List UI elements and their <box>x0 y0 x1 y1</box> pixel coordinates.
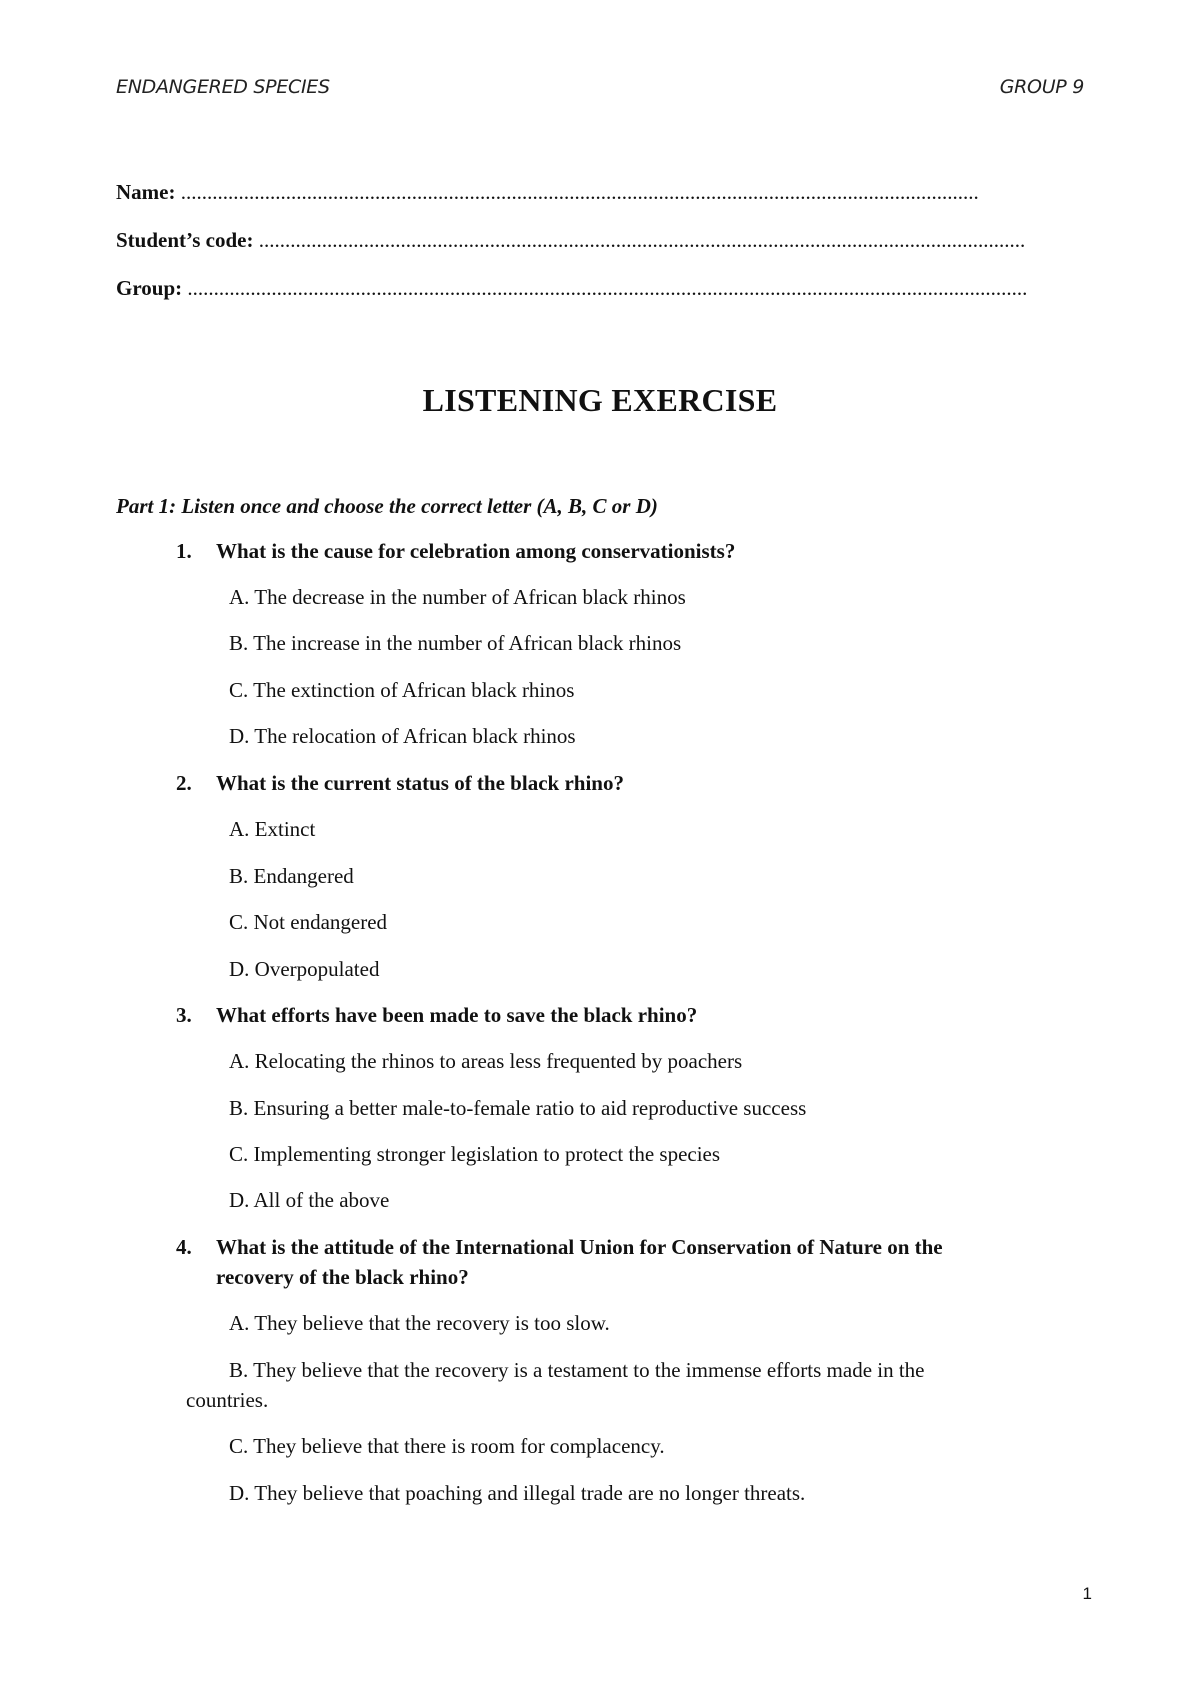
option-1d[interactable]: D. The relocation of African black rhinos <box>229 724 576 748</box>
name-field[interactable] <box>116 180 1080 205</box>
option-2a[interactable]: A. Extinct <box>229 817 316 841</box>
part-instruction: Part 1: Listen once and choose the correct letter (A, B, C or D) <box>116 494 658 518</box>
option-4a[interactable]: A. They believe that the recovery is too slow. <box>229 1311 610 1335</box>
header-right: GROUP 9 <box>999 76 1084 98</box>
option-4b[interactable]: B. They believe that the recovery is a testament to the immense efforts made in the countries. <box>186 1358 925 1412</box>
option-2b[interactable]: B. Endangered <box>229 864 354 888</box>
question-number: 3. <box>176 1003 192 1027</box>
option-2d[interactable]: D. Overpopulated <box>229 957 380 981</box>
question-number: 2. <box>176 771 192 795</box>
option-2c[interactable]: C. Not endangered <box>229 910 388 934</box>
question-text: What is the cause for celebration among conservationists? <box>216 539 736 563</box>
option-3c[interactable]: C. Implementing stronger legislation to protect the species <box>229 1142 721 1166</box>
question-number: 4. <box>176 1235 192 1259</box>
option-3b[interactable]: B. Ensuring a better male-to-female ratio to aid reproductive success <box>229 1096 807 1120</box>
student-code-label: Student’s code: <box>116 228 254 252</box>
option-1b[interactable]: B. The increase in the number of African black rhinos <box>229 631 682 655</box>
question-4 <box>176 1232 1016 1292</box>
group-label: Group: <box>116 276 183 300</box>
question-text: What is the attitude of the International Union for Conservation of Nature on the recovery of the black rhino? <box>216 1235 943 1289</box>
option-1c[interactable]: C. The extinction of African black rhinos <box>229 678 575 702</box>
option-1a[interactable]: A. The decrease in the number of African black rhinos <box>229 585 686 609</box>
page-number: 1 <box>1082 1584 1092 1603</box>
group-field[interactable] <box>116 276 1080 301</box>
name-dots: ........................................................................................................................................................ <box>180 180 979 204</box>
question-text: What efforts have been made to save the black rhino? <box>216 1003 698 1027</box>
student-code-field[interactable] <box>116 228 1080 253</box>
question-2 <box>176 768 1016 798</box>
question-3 <box>176 1000 1016 1030</box>
option-4d[interactable]: D. They believe that poaching and illegal trade are no longer threats. <box>229 1481 806 1505</box>
option-3a[interactable]: A. Relocating the rhinos to areas less frequented by poachers <box>229 1049 743 1073</box>
name-label: Name: <box>116 180 176 204</box>
question-text: What is the current status of the black rhino? <box>216 771 624 795</box>
option-4c[interactable]: C. They believe that there is room for complacency. <box>229 1434 665 1458</box>
question-1 <box>176 536 1016 566</box>
option-3d[interactable]: D. All of the above <box>229 1188 390 1212</box>
header-left: ENDANGERED SPECIES <box>116 76 330 98</box>
student-code-dots: .................................................................................................................................................. <box>258 228 1026 252</box>
question-number: 1. <box>176 539 192 563</box>
page-title: LISTENING EXERCISE <box>422 382 778 418</box>
group-dots: ................................................................................................................................................................ <box>187 276 1028 300</box>
